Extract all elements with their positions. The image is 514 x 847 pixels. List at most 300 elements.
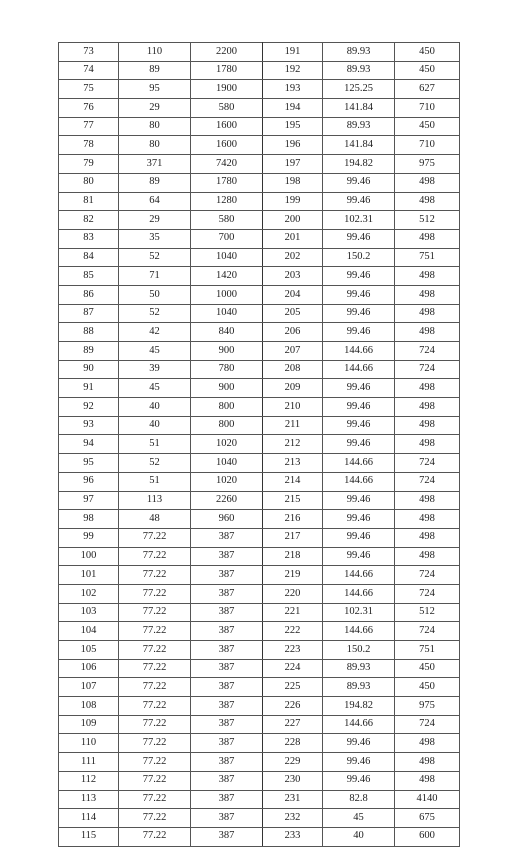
cell-value-b: 960 (191, 510, 263, 529)
cell-value-d: 512 (395, 603, 460, 622)
cell-value-b: 1420 (191, 267, 263, 286)
cell-value-d: 498 (395, 510, 460, 529)
cell-no-right: 219 (263, 566, 323, 585)
cell-value-a: 77.22 (119, 809, 191, 828)
cell-value-c: 144.66 (323, 342, 395, 361)
cell-value-d: 498 (395, 435, 460, 454)
cell-no-right: 200 (263, 211, 323, 230)
cell-value-d: 751 (395, 248, 460, 267)
cell-value-b: 1040 (191, 304, 263, 323)
cell-value-c: 89.93 (323, 117, 395, 136)
cell-value-c: 194.82 (323, 155, 395, 174)
cell-value-a: 71 (119, 267, 191, 286)
cell-no-right: 212 (263, 435, 323, 454)
table-row (59, 435, 460, 454)
cell-value-a: 64 (119, 192, 191, 211)
cell-no-right: 201 (263, 229, 323, 248)
table-row (59, 285, 460, 304)
cell-value-a: 77.22 (119, 715, 191, 734)
cell-value-a: 42 (119, 323, 191, 342)
cell-no-right: 205 (263, 304, 323, 323)
cell-value-b: 1000 (191, 285, 263, 304)
cell-no-left: 76 (59, 99, 119, 118)
cell-value-d: 498 (395, 323, 460, 342)
cell-value-a: 77.22 (119, 659, 191, 678)
cell-value-b: 780 (191, 360, 263, 379)
cell-value-d: 710 (395, 136, 460, 155)
cell-value-b: 387 (191, 734, 263, 753)
table-row (59, 659, 460, 678)
cell-value-c: 99.46 (323, 304, 395, 323)
cell-value-b: 1040 (191, 248, 263, 267)
table-row (59, 398, 460, 417)
cell-value-d: 710 (395, 99, 460, 118)
table-row (59, 641, 460, 660)
cell-no-right: 228 (263, 734, 323, 753)
cell-value-d: 498 (395, 285, 460, 304)
cell-value-b: 387 (191, 771, 263, 790)
cell-no-left: 79 (59, 155, 119, 174)
cell-value-a: 77.22 (119, 790, 191, 809)
cell-no-right: 217 (263, 528, 323, 547)
cell-value-a: 77.22 (119, 528, 191, 547)
cell-value-a: 48 (119, 510, 191, 529)
cell-value-d: 498 (395, 379, 460, 398)
cell-no-left: 113 (59, 790, 119, 809)
cell-no-left: 77 (59, 117, 119, 136)
cell-value-b: 387 (191, 753, 263, 772)
cell-no-left: 111 (59, 753, 119, 772)
cell-value-b: 1020 (191, 435, 263, 454)
cell-value-a: 77.22 (119, 622, 191, 641)
cell-no-right: 199 (263, 192, 323, 211)
cell-value-d: 498 (395, 398, 460, 417)
cell-no-left: 88 (59, 323, 119, 342)
table-row (59, 173, 460, 192)
cell-no-right: 211 (263, 416, 323, 435)
cell-value-b: 387 (191, 547, 263, 566)
cell-value-c: 144.66 (323, 622, 395, 641)
cell-value-a: 52 (119, 304, 191, 323)
cell-no-right: 206 (263, 323, 323, 342)
table-row (59, 753, 460, 772)
cell-value-c: 89.93 (323, 678, 395, 697)
cell-value-a: 110 (119, 43, 191, 62)
cell-value-b: 800 (191, 398, 263, 417)
table-row (59, 248, 460, 267)
table-row (59, 304, 460, 323)
cell-value-d: 675 (395, 809, 460, 828)
table-row (59, 715, 460, 734)
cell-value-a: 77.22 (119, 641, 191, 660)
cell-no-left: 96 (59, 472, 119, 491)
cell-no-left: 80 (59, 173, 119, 192)
cell-value-c: 99.46 (323, 267, 395, 286)
cell-no-right: 221 (263, 603, 323, 622)
cell-no-left: 94 (59, 435, 119, 454)
cell-value-c: 102.31 (323, 603, 395, 622)
cell-no-left: 82 (59, 211, 119, 230)
cell-value-a: 89 (119, 61, 191, 80)
table-row (59, 229, 460, 248)
cell-no-left: 83 (59, 229, 119, 248)
cell-value-c: 141.84 (323, 99, 395, 118)
cell-value-a: 50 (119, 285, 191, 304)
cell-value-b: 387 (191, 678, 263, 697)
cell-no-right: 226 (263, 697, 323, 716)
cell-value-d: 724 (395, 454, 460, 473)
document-page (58, 42, 459, 847)
cell-value-b: 900 (191, 379, 263, 398)
cell-no-right: 215 (263, 491, 323, 510)
cell-value-b: 1600 (191, 136, 263, 155)
cell-no-left: 75 (59, 80, 119, 99)
cell-no-left: 109 (59, 715, 119, 734)
cell-no-right: 216 (263, 510, 323, 529)
cell-value-a: 40 (119, 416, 191, 435)
cell-value-d: 724 (395, 584, 460, 603)
cell-value-b: 387 (191, 809, 263, 828)
cell-no-left: 107 (59, 678, 119, 697)
cell-value-b: 387 (191, 659, 263, 678)
cell-value-b: 2200 (191, 43, 263, 62)
cell-no-left: 86 (59, 285, 119, 304)
data-table (58, 42, 460, 847)
cell-value-c: 82.8 (323, 790, 395, 809)
cell-value-b: 387 (191, 528, 263, 547)
cell-no-left: 93 (59, 416, 119, 435)
cell-no-left: 106 (59, 659, 119, 678)
cell-value-a: 29 (119, 99, 191, 118)
cell-value-d: 450 (395, 61, 460, 80)
cell-value-c: 150.2 (323, 248, 395, 267)
cell-value-a: 52 (119, 248, 191, 267)
cell-no-left: 92 (59, 398, 119, 417)
cell-no-left: 108 (59, 697, 119, 716)
cell-value-a: 51 (119, 435, 191, 454)
table-row (59, 566, 460, 585)
cell-value-b: 387 (191, 603, 263, 622)
cell-value-b: 1780 (191, 173, 263, 192)
cell-value-d: 498 (395, 229, 460, 248)
table-row (59, 472, 460, 491)
cell-value-c: 45 (323, 809, 395, 828)
cell-value-d: 600 (395, 827, 460, 846)
cell-value-b: 387 (191, 697, 263, 716)
cell-value-d: 450 (395, 678, 460, 697)
cell-value-a: 52 (119, 454, 191, 473)
cell-no-right: 208 (263, 360, 323, 379)
cell-value-a: 77.22 (119, 771, 191, 790)
cell-value-d: 498 (395, 734, 460, 753)
cell-value-b: 1280 (191, 192, 263, 211)
table-row (59, 454, 460, 473)
cell-no-right: 192 (263, 61, 323, 80)
cell-value-d: 724 (395, 472, 460, 491)
cell-no-left: 103 (59, 603, 119, 622)
cell-value-a: 77.22 (119, 566, 191, 585)
cell-value-d: 450 (395, 117, 460, 136)
cell-no-left: 73 (59, 43, 119, 62)
cell-no-left: 98 (59, 510, 119, 529)
cell-value-c: 144.66 (323, 360, 395, 379)
cell-value-c: 144.66 (323, 584, 395, 603)
cell-value-a: 77.22 (119, 827, 191, 846)
table-row (59, 809, 460, 828)
cell-value-c: 40 (323, 827, 395, 846)
cell-value-a: 77.22 (119, 547, 191, 566)
cell-value-d: 498 (395, 491, 460, 510)
cell-value-d: 498 (395, 528, 460, 547)
table-row (59, 547, 460, 566)
cell-no-right: 225 (263, 678, 323, 697)
cell-no-right: 220 (263, 584, 323, 603)
cell-value-c: 99.46 (323, 435, 395, 454)
cell-value-c: 102.31 (323, 211, 395, 230)
cell-no-left: 74 (59, 61, 119, 80)
cell-value-b: 387 (191, 641, 263, 660)
cell-no-right: 191 (263, 43, 323, 62)
cell-no-left: 84 (59, 248, 119, 267)
cell-no-right: 204 (263, 285, 323, 304)
table-row (59, 678, 460, 697)
cell-value-b: 7420 (191, 155, 263, 174)
cell-no-left: 95 (59, 454, 119, 473)
cell-value-a: 29 (119, 211, 191, 230)
cell-value-c: 99.46 (323, 379, 395, 398)
cell-value-c: 144.66 (323, 566, 395, 585)
table-row (59, 528, 460, 547)
cell-value-c: 144.66 (323, 472, 395, 491)
table-row (59, 790, 460, 809)
cell-value-c: 99.46 (323, 547, 395, 566)
cell-no-right: 210 (263, 398, 323, 417)
cell-value-d: 450 (395, 43, 460, 62)
cell-value-c: 99.46 (323, 771, 395, 790)
cell-value-b: 580 (191, 99, 263, 118)
cell-value-d: 498 (395, 753, 460, 772)
cell-no-right: 231 (263, 790, 323, 809)
cell-no-left: 101 (59, 566, 119, 585)
table-row (59, 827, 460, 846)
cell-value-c: 99.46 (323, 753, 395, 772)
table-row (59, 342, 460, 361)
cell-value-d: 627 (395, 80, 460, 99)
table-row (59, 99, 460, 118)
cell-value-c: 89.93 (323, 43, 395, 62)
cell-no-left: 100 (59, 547, 119, 566)
cell-value-c: 89.93 (323, 61, 395, 80)
cell-value-d: 498 (395, 192, 460, 211)
cell-value-a: 113 (119, 491, 191, 510)
cell-value-a: 80 (119, 117, 191, 136)
cell-value-b: 580 (191, 211, 263, 230)
cell-value-d: 498 (395, 416, 460, 435)
cell-value-d: 4140 (395, 790, 460, 809)
table-row (59, 584, 460, 603)
cell-value-b: 800 (191, 416, 263, 435)
table-row (59, 117, 460, 136)
cell-no-left: 97 (59, 491, 119, 510)
cell-no-right: 232 (263, 809, 323, 828)
cell-value-d: 724 (395, 715, 460, 734)
cell-no-right: 194 (263, 99, 323, 118)
cell-value-b: 387 (191, 715, 263, 734)
table-row (59, 61, 460, 80)
cell-no-right: 214 (263, 472, 323, 491)
cell-value-a: 35 (119, 229, 191, 248)
cell-value-a: 77.22 (119, 603, 191, 622)
cell-value-d: 751 (395, 641, 460, 660)
cell-value-a: 89 (119, 173, 191, 192)
table-row (59, 379, 460, 398)
cell-no-left: 91 (59, 379, 119, 398)
cell-no-right: 223 (263, 641, 323, 660)
cell-no-left: 105 (59, 641, 119, 660)
cell-no-left: 87 (59, 304, 119, 323)
table-row (59, 155, 460, 174)
cell-value-c: 89.93 (323, 659, 395, 678)
cell-value-d: 724 (395, 342, 460, 361)
cell-value-d: 724 (395, 622, 460, 641)
cell-value-c: 125.25 (323, 80, 395, 99)
cell-no-left: 85 (59, 267, 119, 286)
table-row (59, 267, 460, 286)
cell-value-c: 144.66 (323, 454, 395, 473)
table-row (59, 211, 460, 230)
cell-no-right: 229 (263, 753, 323, 772)
cell-no-right: 198 (263, 173, 323, 192)
cell-no-right: 233 (263, 827, 323, 846)
cell-value-b: 1020 (191, 472, 263, 491)
cell-no-right: 196 (263, 136, 323, 155)
cell-value-c: 194.82 (323, 697, 395, 716)
cell-value-c: 99.46 (323, 285, 395, 304)
cell-no-right: 227 (263, 715, 323, 734)
cell-no-left: 89 (59, 342, 119, 361)
cell-no-left: 115 (59, 827, 119, 846)
cell-no-right: 230 (263, 771, 323, 790)
cell-no-right: 207 (263, 342, 323, 361)
table-row (59, 416, 460, 435)
cell-value-a: 45 (119, 342, 191, 361)
cell-no-left: 102 (59, 584, 119, 603)
cell-value-b: 387 (191, 584, 263, 603)
table-row (59, 136, 460, 155)
cell-value-b: 1900 (191, 80, 263, 99)
table-row (59, 734, 460, 753)
table-row (59, 622, 460, 641)
cell-value-c: 99.46 (323, 192, 395, 211)
cell-value-b: 1780 (191, 61, 263, 80)
cell-value-c: 99.46 (323, 416, 395, 435)
cell-no-right: 213 (263, 454, 323, 473)
cell-value-c: 144.66 (323, 715, 395, 734)
cell-value-a: 77.22 (119, 584, 191, 603)
cell-no-right: 202 (263, 248, 323, 267)
cell-no-left: 114 (59, 809, 119, 828)
cell-value-d: 450 (395, 659, 460, 678)
cell-value-c: 99.46 (323, 491, 395, 510)
cell-value-a: 371 (119, 155, 191, 174)
table-row (59, 510, 460, 529)
cell-value-a: 40 (119, 398, 191, 417)
cell-no-left: 104 (59, 622, 119, 641)
cell-value-b: 700 (191, 229, 263, 248)
cell-value-c: 99.46 (323, 510, 395, 529)
cell-no-right: 222 (263, 622, 323, 641)
cell-value-a: 51 (119, 472, 191, 491)
cell-no-left: 90 (59, 360, 119, 379)
cell-no-right: 224 (263, 659, 323, 678)
cell-value-a: 45 (119, 379, 191, 398)
cell-value-d: 498 (395, 267, 460, 286)
cell-value-c: 99.46 (323, 398, 395, 417)
table-row (59, 80, 460, 99)
cell-no-right: 203 (263, 267, 323, 286)
cell-no-left: 99 (59, 528, 119, 547)
cell-value-c: 99.46 (323, 173, 395, 192)
cell-value-d: 724 (395, 566, 460, 585)
cell-value-a: 80 (119, 136, 191, 155)
cell-value-a: 39 (119, 360, 191, 379)
cell-value-a: 77.22 (119, 697, 191, 716)
table-body (59, 43, 460, 847)
cell-value-d: 498 (395, 304, 460, 323)
cell-value-b: 387 (191, 827, 263, 846)
cell-value-b: 840 (191, 323, 263, 342)
cell-no-right: 193 (263, 80, 323, 99)
cell-value-b: 387 (191, 790, 263, 809)
cell-no-right: 209 (263, 379, 323, 398)
cell-no-left: 112 (59, 771, 119, 790)
cell-value-b: 1600 (191, 117, 263, 136)
cell-no-right: 218 (263, 547, 323, 566)
table-row (59, 323, 460, 342)
cell-value-c: 141.84 (323, 136, 395, 155)
cell-value-b: 900 (191, 342, 263, 361)
cell-value-d: 498 (395, 173, 460, 192)
cell-value-d: 498 (395, 771, 460, 790)
cell-no-left: 110 (59, 734, 119, 753)
cell-value-d: 975 (395, 155, 460, 174)
cell-value-d: 724 (395, 360, 460, 379)
cell-value-d: 512 (395, 211, 460, 230)
cell-value-a: 77.22 (119, 678, 191, 697)
cell-value-a: 77.22 (119, 753, 191, 772)
cell-value-c: 150.2 (323, 641, 395, 660)
cell-no-right: 195 (263, 117, 323, 136)
table-row (59, 43, 460, 62)
cell-value-a: 77.22 (119, 734, 191, 753)
cell-value-b: 387 (191, 566, 263, 585)
cell-value-c: 99.46 (323, 528, 395, 547)
table-row (59, 697, 460, 716)
table-row (59, 360, 460, 379)
cell-value-b: 387 (191, 622, 263, 641)
cell-value-d: 975 (395, 697, 460, 716)
cell-value-b: 2260 (191, 491, 263, 510)
cell-no-left: 81 (59, 192, 119, 211)
cell-no-left: 78 (59, 136, 119, 155)
cell-value-c: 99.46 (323, 734, 395, 753)
cell-no-right: 197 (263, 155, 323, 174)
cell-value-c: 99.46 (323, 323, 395, 342)
cell-value-d: 498 (395, 547, 460, 566)
cell-value-c: 99.46 (323, 229, 395, 248)
cell-value-a: 95 (119, 80, 191, 99)
table-row (59, 491, 460, 510)
